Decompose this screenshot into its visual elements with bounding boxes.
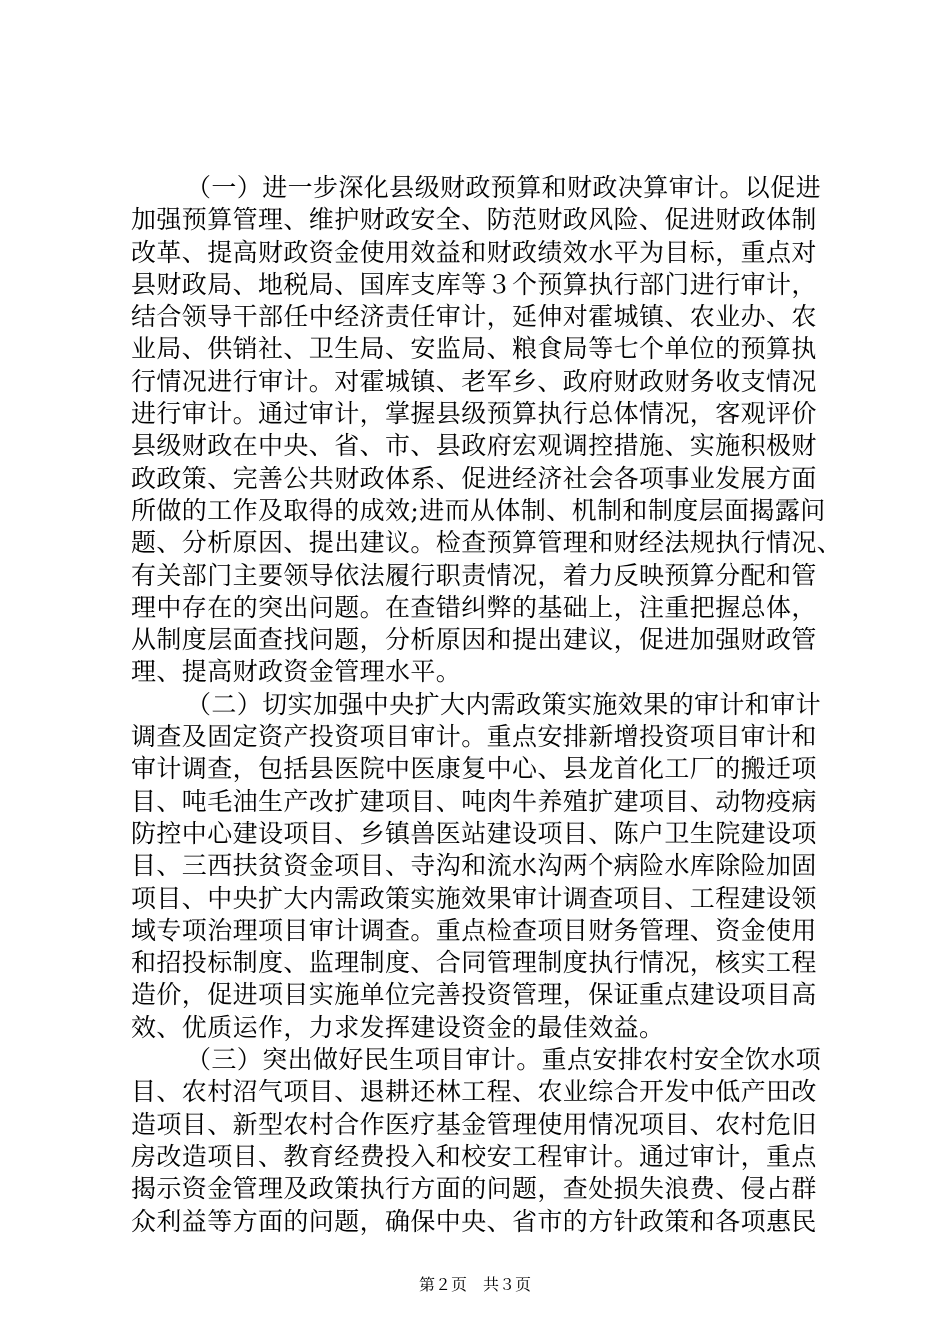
paragraph-2-line: 和招投标制度、监理制度、合同管理制度执行情况，核实工程 xyxy=(131,948,817,978)
paragraph-2-line: 目、吨毛油生产改扩建项目、吨肉牛养殖扩建项目、动物疫病 xyxy=(131,786,817,816)
paragraph-2-line: 调查及固定资产投资项目审计。重点安排新增投资项目审计和 xyxy=(131,722,817,752)
paragraph-1-line: 理中存在的突出问题。在查错纠弊的基础上，注重把握总体， xyxy=(131,592,817,622)
paragraph-2-line: 项目、中央扩大内需政策实施效果审计调查项目、工程建设领 xyxy=(131,883,817,913)
paragraph-1-line: 结合领导干部任中经济责任审计，延伸对霍城镇、农业办、农 xyxy=(131,302,817,332)
paragraph-1-line: 从制度层面查找问题，分析原因和提出建议，促进加强财政管 xyxy=(131,625,817,655)
paragraph-3-line: 众利益等方面的问题，确保中央、省市的方针政策和各项惠民 xyxy=(131,1206,817,1236)
paragraph-1-line: 改革、提高财政资金使用效益和财政绩效水平为目标，重点对 xyxy=(131,237,817,267)
paragraph-1-line: （一）进一步深化县级财政预算和财政决算审计。以促进 xyxy=(186,173,822,202)
document-body xyxy=(131,172,843,1238)
paragraph-2-line: 效、优质运作，力求发挥建设资金的最佳效益。 xyxy=(131,1012,665,1042)
paragraph-2-line: 域专项治理项目审计调查。重点检查项目财务管理、资金使用 xyxy=(131,915,817,945)
paragraph-1-line: 加强预算管理、维护财政安全、防范财政风险、促进财政体制 xyxy=(131,205,817,235)
paragraph-3-line: （三）突出做好民生项目审计。重点安排农村安全饮水项 xyxy=(186,1045,822,1075)
paragraph-1-line: 县财政局、地税局、国库支库等３个预算执行部门进行审计， xyxy=(131,269,817,299)
paragraph-2-line: 审计调查，包括县医院中医康复中心、县龙首化工厂的搬迁项 xyxy=(131,754,817,784)
paragraph-1-line: 有关部门主要领导依法履行职责情况，着力反映预算分配和管 xyxy=(131,560,817,590)
paragraph-3-line: 造项目、新型农村合作医疗基金管理使用情况项目、农村危旧 xyxy=(131,1109,817,1139)
page-number-footer: 第２页 共３页 xyxy=(418,1275,531,1294)
paragraph-1-line: 理、提高财政资金管理水平。 xyxy=(131,657,462,687)
paragraph-1-line: 行情况进行审计。对霍城镇、老军乡、政府财政财务收支情况 xyxy=(131,366,817,396)
paragraph-1-line: 县级财政在中央、省、市、县政府宏观调控措施、实施积极财 xyxy=(131,431,817,461)
paragraph-1-line: 业局、供销社、卫生局、安监局、粮食局等七个单位的预算执 xyxy=(131,334,817,364)
paragraph-2-line: 防控中心建设项目、乡镇兽医站建设项目、陈户卫生院建设项 xyxy=(131,818,817,848)
paragraph-3-line: 目、农村沼气项目、退耕还林工程、农业综合开发中低产田改 xyxy=(131,1077,817,1107)
paragraph-3-line: 房改造项目、教育经费投入和校安工程审计。通过审计，重点 xyxy=(131,1141,817,1171)
paragraph-1-line: 政政策、完善公共财政体系、促进经济社会各项事业发展方面 xyxy=(131,463,817,493)
paragraph-1-line: 进行审计。通过审计，掌握县级预算执行总体情况，客观评价 xyxy=(131,399,817,429)
paragraph-2-line: 造价，促进项目实施单位完善投资管理，保证重点建设项目高 xyxy=(131,980,817,1010)
paragraph-1-line: 题、分析原因、提出建议。检查预算管理和财经法规执行情况、 xyxy=(131,528,843,558)
paragraph-2-line: 目、三西扶贫资金项目、寺沟和流水沟两个病险水库除险加固 xyxy=(131,851,817,881)
paragraph-2-line: （二）切实加强中央扩大内需政策实施效果的审计和审计 xyxy=(186,689,822,719)
paragraph-3-line: 揭示资金管理及政策执行方面的问题，查处损失浪费、侵占群 xyxy=(131,1174,817,1204)
paragraph-1-line: 所做的工作及取得的成效;进而从体制、机制和制度层面揭露问 xyxy=(131,495,826,525)
